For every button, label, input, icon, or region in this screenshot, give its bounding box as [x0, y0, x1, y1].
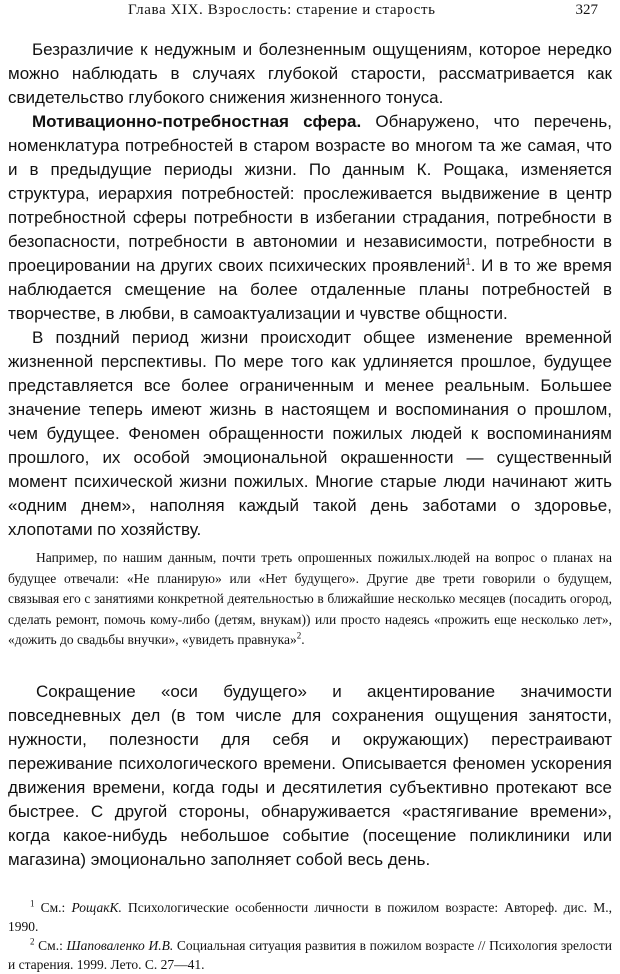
footnote-2: [8, 936, 612, 974]
main-text-continued: [8, 680, 612, 872]
footnote-1-text: Психологические особенности личности в пожилом возрасте: Автореф. дис. М., 1990.: [8, 900, 612, 934]
paragraph-2-text-a: Обнаружено, что перечень, номенклатура потребностей в старом возрасте во многом та же самая, что и в предыдущие периоды жизни. По данным К. Рощака, изменяется структура, иерархия потребностей: прослеживается выдвижение в центр потребностной сферы потребности в избегании страдания, потребности в безопасности, потребности в автономии и независимости, потребности в проецировании на других своих психических проявлений: [8, 112, 612, 275]
page-header: [0, 2, 620, 24]
footnote-1-prefix: См.:: [34, 900, 72, 915]
page-number: 327: [575, 2, 598, 18]
example-note-end: .: [301, 632, 305, 648]
example-note: [8, 548, 612, 651]
footnote-ref-2: 2: [296, 630, 302, 641]
running-head: Глава XIX. Взрослость: старение и старость: [128, 2, 436, 18]
paragraph-2: [8, 110, 612, 326]
paragraph-2-text-b: . И в то же время наблюдается смещение на более отдаленные планы потребностей в творчестве, в любви, в самоактуализации и чувстве общности.: [8, 256, 612, 323]
paragraph-1: Безразличие к недужным и болезненным ощущениям, которое нередко можно наблюдать в случаях глубокой старости, рассматривается как свидетельство глубокого снижения жизненного тонуса.: [8, 40, 612, 107]
paragraph-3: В поздний период жизни происходит общее изменение временной жизненной перспективы. По мере того как удлиняется прошлое, будущее представляется все более ограниченным и менее реальным. Большее значение теперь имеют жизнь в настоящем и воспоминания о прошлом, чем будущее. Феномен обращенности пожилых людей к воспоминаниям прошлого, их особой эмоциональной окрашенности — существенный момент психической жизни пожилых. Многие старые люди начинают жить «одним днем», наполняя каждый такой день заботами о здоровье, хлопотами по хозяйству.: [8, 328, 612, 539]
footnote-2-mark: 2: [30, 936, 35, 947]
footnote-2-prefix: См.:: [34, 938, 67, 953]
section-heading: Мотивационно-потребностная сфера.: [32, 112, 362, 131]
footnote-ref-1: 1: [465, 256, 471, 267]
paragraph-4: Сокращение «оси будущего» и акцентирование значимости повседневных дел (в том числе для сохранения ощущения занятости, нужности, полезности для себя и окружающих) перестраивают переживание психологического времени. Описывается феномен ускорения движения времени, когда годы и десятилетия субъективно протекают все быстрее. С другой стороны, обнаруживается «растягивание времени», когда какое-нибудь небольшое событие (посещение поликлиники или магазина) эмоционально заполняет собой весь день.: [8, 682, 612, 869]
footnotes: [8, 898, 612, 974]
example-note-text: Например, по нашим данным, почти треть опрошенных пожилых.людей на вопрос о планах на будущее отвечали: «Не планирую» или «Нет будущего». Другие две трети говорили о будущем, связывая его с занятиями конкретной деятельностью в ближайшие несколько месяцев (посадить огород, сделать ремонт, помочь кому-либо (детям, внукам)) или просто надеясь «прожить еще несколько лет», «дожить до свадьбы внучки», «увидеть правнука»: [8, 550, 612, 648]
footnote-2-author: Шаповаленко И.В.: [66, 938, 174, 953]
footnote-1-author: РощакК.: [71, 900, 122, 915]
footnote-1-mark: 1: [30, 898, 35, 909]
footnote-1: [8, 898, 612, 936]
main-text: [8, 38, 612, 542]
footnote-2-text: Социальная ситуация развития в пожилом возрасте // Психология зрелости и старения. 1999. Лето. С. 27—41.: [8, 938, 612, 972]
